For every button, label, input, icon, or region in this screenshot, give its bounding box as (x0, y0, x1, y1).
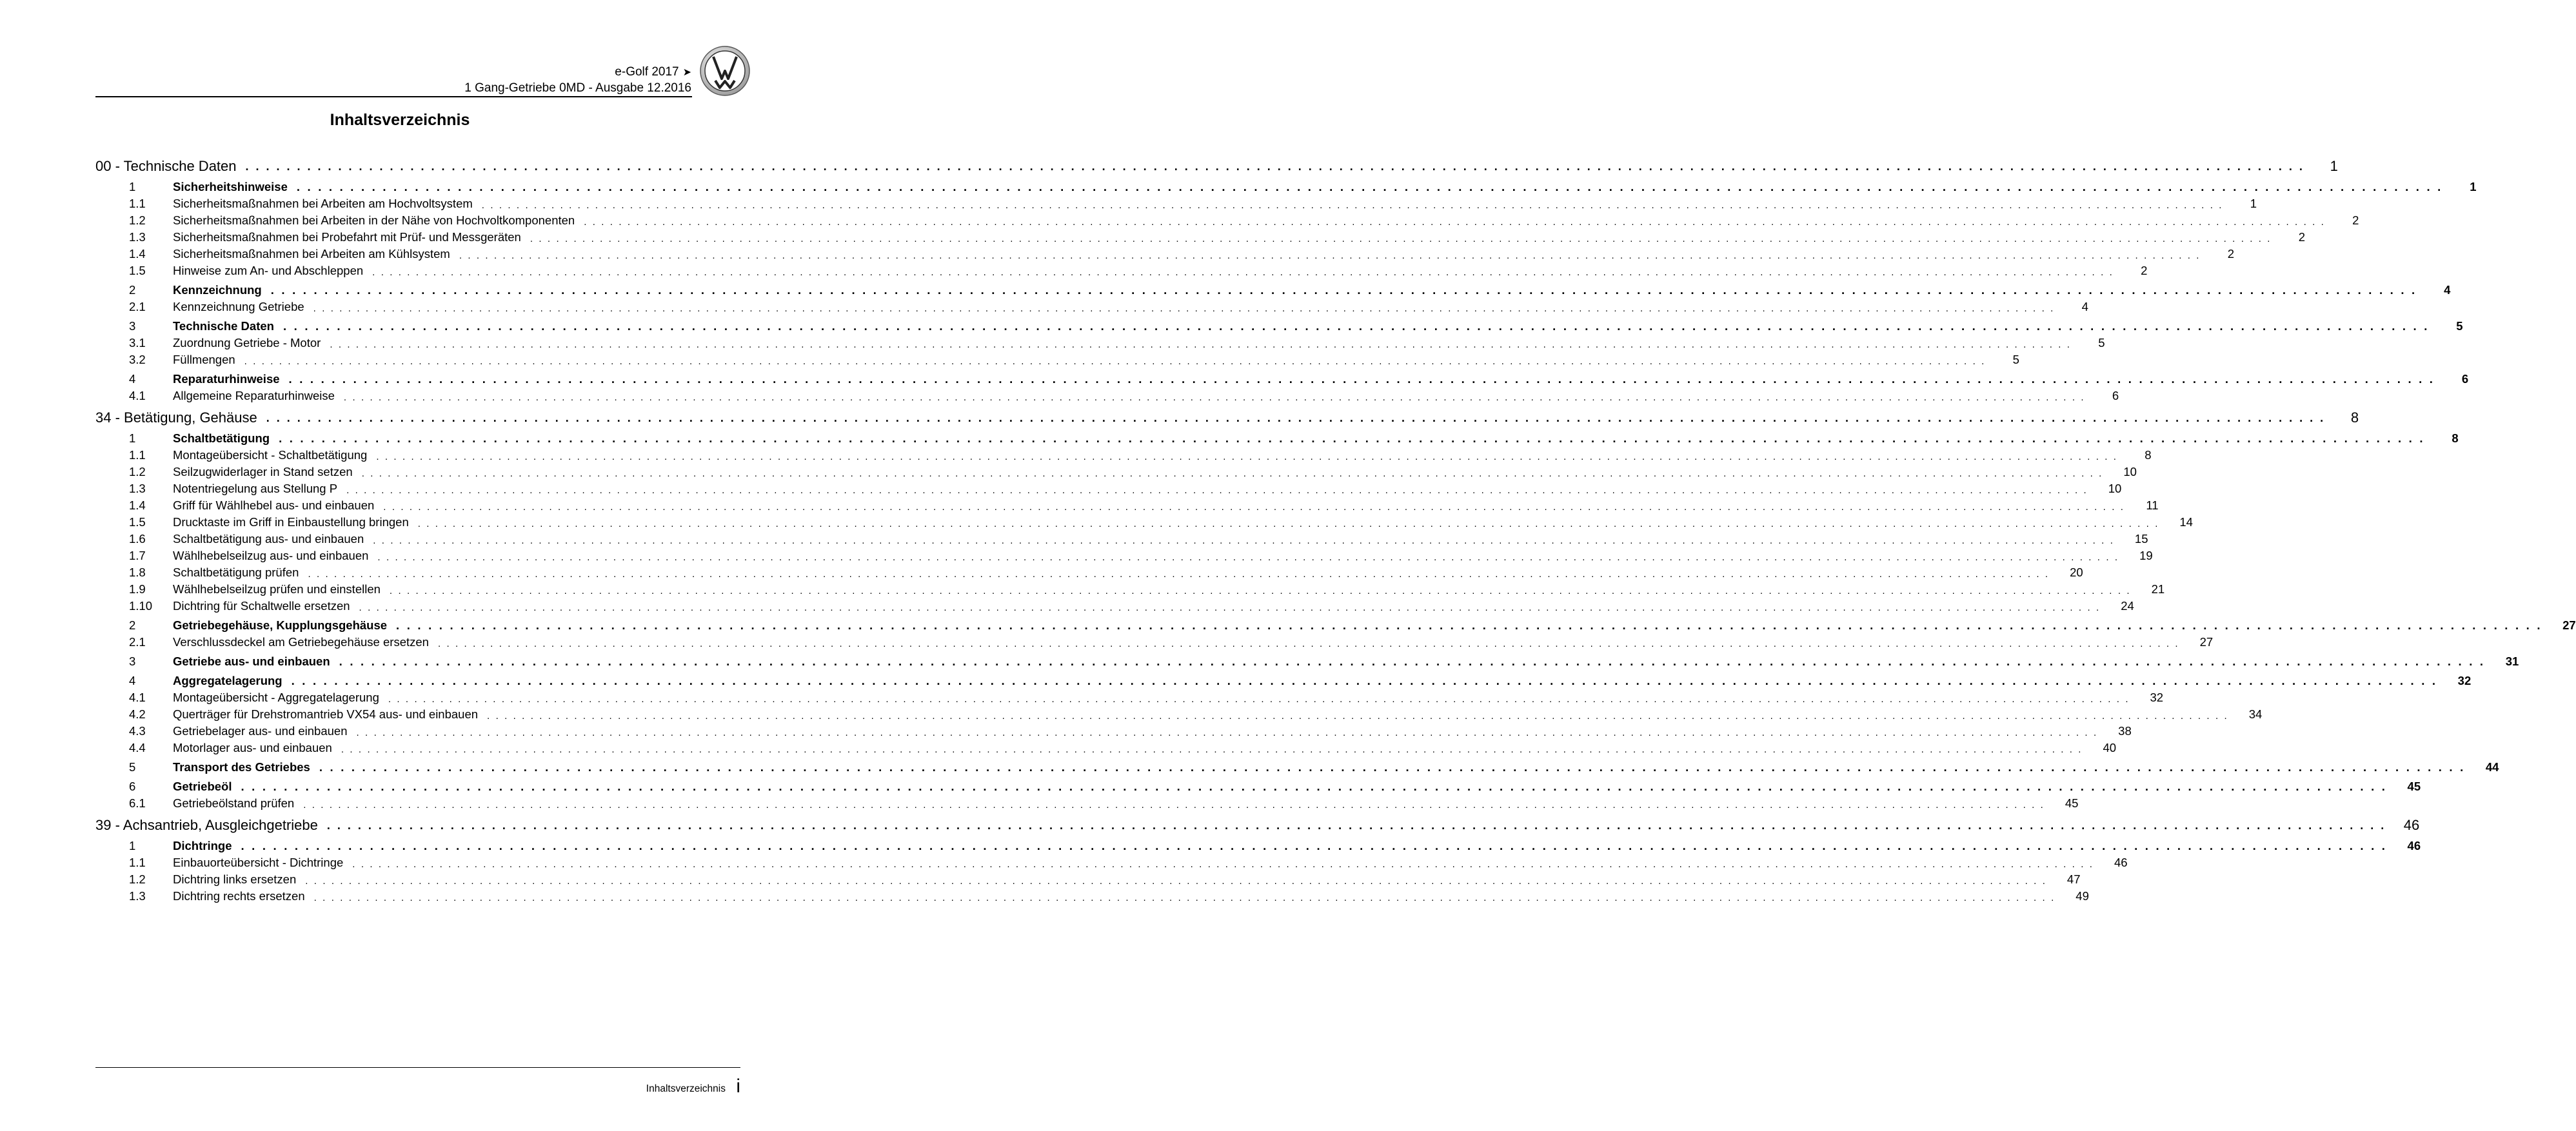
toc-page-number: 20 (2070, 566, 2083, 579)
footer-page-number: i (736, 1076, 740, 1097)
toc-number: 6.1 (129, 796, 146, 810)
toc-label: Hinweise zum An- und Abschleppen (173, 264, 364, 277)
toc-page-number: 49 (2076, 889, 2089, 903)
toc-subsection[interactable] (95, 446, 2152, 462)
toc-number: 1.1 (129, 448, 146, 462)
toc-label: 34 - Betätigung, Gehäuse (95, 409, 257, 426)
toc-dot-leader: . . . . . . . . . . . . . . . . . . . . . . . . . . . . . . . . . . . . . . . . . . . . . . . . . . . . . . . . . . . . . . . . . . . . . . . . . . . . . . . . . . . . . . . . . . . . . . . . . . . . . . . . . . . . . . . . . . . . . . . . . . . . . . . . . . . . . . . . . . . . . . . . . . . . . . . . . . . . . . . . . . . . . . . . . . . . . . . . . . . . . . . . . . . . . . . . . . . . . . . . (241, 839, 2388, 852)
toc-label: Reparaturhinweise (173, 372, 280, 386)
toc-subsection[interactable] (95, 496, 2159, 513)
toc-label: 00 - Technische Daten (95, 158, 237, 174)
toc-subsection[interactable] (95, 705, 2263, 722)
toc-label: Aggregatelagerung (173, 674, 282, 687)
toc-dot-leader: . . . . . . . . . . . . . . . . . . . . . . . . . . . . . . . . . . . . . . . . . . . . . . . . . . . . . . . . . . . . . . . . . . . . . . . . . . . . . . . . . . . . . . . . . . . . . . . . . . . . . . . . . . . . . . . . . . . . . . . . . . . . . . . . . . . . . . . . . . . . . . . . . . . . . . . . . . . . . . . . . . . . . . . . . . . . . . . . . . . . . . . . . . . . . . . . . . . . . . . . (389, 585, 2132, 596)
toc-number: 1.6 (129, 532, 146, 546)
toc-number: 3.2 (129, 353, 146, 366)
toc-dot-leader: . . . . . . . . . . . . . . . . . . . . . . . . . . . . . . . . . . . . . . . . . . . . . . . . . . . . . . . . . . . . . . . . . . . . . . . . . . . . . . . . . . . . . . . . . . . . . . . . . . . . . . . . . . . . . . . . . . . . . . . . . . . . . . . . . . . . . . . . . . . . . . . . . . . . . . . . . . . . . . . . . . . . . . . . . . . . . . . . . . . . . . . . . . . . . . . . . . . . . . . . (341, 744, 2083, 755)
toc-subsection[interactable] (95, 513, 2193, 529)
toc-page-number: 45 (2407, 780, 2421, 793)
toc-page-number: 2 (2352, 213, 2359, 227)
toc-dot-leader: . . . . . . . . . . . . . . . . . . . . . . . . . . . . . . . . . . . . . . . . . . . . . . . . . . . . . . . . . . . . . . . . . . . . . . . . . . . . . . . . . . . . . . . . . . . . . . . . . . . . . . . . . . . . . . . . . . . . . . . . . . . . . . . . . . . . . . . . . . . . . . . . . . . . . . . . . . . . . . . . . . . . . . . . . . . . . . . . . . . . . . . . . . . . . . . . . . . . . . . . (346, 485, 2088, 496)
toc-dot-leader: . . . . . . . . . . . . . . . . . . . . . . . . . . . . . . . . . . . . . . . . . . . . . . . . . . . . . . . . . . . . . . . . . . . . . . . . . . . . . . . . . . . . . . . . . . . . . . . . . . . . . . . . . . . . . . . . . . . . . . . . . . . . . . . . . . . . . . . . . . . . . . . . . . . . . . . . . . . . . . . . . . . . . . . . . . . . . . . . . . . . . . . . . . . . . . . . . . . . . . . . (303, 800, 2045, 811)
arrow-right-icon: ➤ (682, 67, 691, 78)
toc-page-number: 2 (2298, 230, 2306, 244)
toc-number: 1.1 (129, 197, 146, 210)
toc-subsection[interactable] (95, 688, 2164, 705)
header-model (615, 65, 691, 80)
toc-subsection[interactable] (95, 580, 2165, 596)
toc-dot-leader: . . . . . . . . . . . . . . . . . . . . . . . . . . . . . . . . . . . . . . . . . . . . . . . . . . . . . . . . . . . . . . . . . . . . . . . . . . . . . . . . . . . . . . . . . . . . . . . . . . . . . . . . . . . . . . . . . . . . . . . . . . . . . . . . . . . . . . . . . . . . . . . . . . . . . . . . . . . . . . . . . . . . . . . . . . . . . . . . . . . . . . . . . . . . . . . . . . . . . . . . (245, 160, 2304, 173)
vw-logo-icon (699, 45, 751, 97)
toc-label: Montageübersicht - Aggregatelagerung (173, 691, 379, 704)
toc-dot-leader: . . . . . . . . . . . . . . . . . . . . . . . . . . . . . . . . . . . . . . . . . . . . . . . . . . . . . . . . . . . . . . . . . . . . . . . . . . . . . . . . . . . . . . . . . . . . . . . . . . . . . . . . . . . . . . . . . . . . . . . . . . . . . . . . . . . . . . . . . . . . . . . . . . . . . . . . . . . . . . . . . . . . . . . . . . . . . . . . . . . . . . . . . . . . . . . . . . . . . . . . (308, 569, 2050, 580)
toc-section[interactable] (95, 671, 2472, 688)
toc-page-number: 14 (2179, 515, 2193, 529)
toc-chapter[interactable] (95, 408, 2359, 426)
toc-dot-leader: . . . . . . . . . . . . . . . . . . . . . . . . . . . . . . . . . . . . . . . . . . . . . . . . . . . . . . . . . . . . . . . . . . . . . . . . . . . . . . . . . . . . . . . . . . . . . . . . . . . . . . . . . . . . . . . . . . . . . . . . . . . . . . . . . . . . . . . . . . . . . . . . . . . . . . . . . . . . . . . . . . . . . . . . . . . . . . . . . . . . . . . . . . . . . . . . . . . . . . . . (339, 654, 2486, 668)
toc-label: Technische Daten (173, 319, 274, 333)
toc-dot-leader: . . . . . . . . . . . . . . . . . . . . . . . . . . . . . . . . . . . . . . . . . . . . . . . . . . . . . . . . . . . . . . . . . . . . . . . . . . . . . . . . . . . . . . . . . . . . . . . . . . . . . . . . . . . . . . . . . . . . . . . . . . . . . . . . . . . . . . . . . . . . . . . . . . . . . . . . . . . . . . . . . . . . . . . . . . . . . . . . . . . . . . . . . . . . . . . . . . . . . . . . (291, 674, 2438, 687)
toc-subsection[interactable] (95, 386, 2119, 403)
toc-subsection[interactable] (95, 887, 2089, 903)
toc-dot-leader: . . . . . . . . . . . . . . . . . . . . . . . . . . . . . . . . . . . . . . . . . . . . . . . . . . . . . . . . . . . . . . . . . . . . . . . . . . . . . . . . . . . . . . . . . . . . . . . . . . . . . . . . . . . . . . . . . . . . . . . . . . . . . . . . . . . . . . . . . . . . . . . . . . . . . . . . . . . . . . . . . . . . . . . . . . . . . . . . . . . . . . . . . . . . . . . . . . . . . . . . (481, 200, 2224, 211)
toc-label: Wählhebelseilzug aus- und einbauen (173, 549, 369, 562)
toc-number: 1.2 (129, 465, 146, 478)
toc-section[interactable] (95, 317, 2463, 333)
toc-label: Drucktaste im Griff in Einbaustellung bringen (173, 515, 409, 529)
toc-label: Dichtring für Schaltwelle ersetzen (173, 599, 350, 613)
toc-label: Montageübersicht - Schaltbetätigung (173, 448, 368, 462)
toc-page-number: 19 (2139, 549, 2153, 562)
toc-page-number: 32 (2457, 674, 2472, 687)
toc-page-number: 5 (2456, 319, 2463, 333)
toc-number: 3.1 (129, 336, 146, 349)
toc-page-number: 24 (2121, 599, 2134, 613)
footer-label: Inhaltsverzeichnis (646, 1083, 726, 1094)
toc-section[interactable] (95, 429, 2459, 446)
toc-page-number: 5 (2098, 336, 2105, 349)
toc-dot-leader: . . . . . . . . . . . . . . . . . . . . . . . . . . . . . . . . . . . . . . . . . . . . . . . . . . . . . . . . . . . . . . . . . . . . . . . . . . . . . . . . . . . . . . . . . . . . . . . . . . . . . . . . . . . . . . . . . . . . . . . . . . . . . . . . . . . . . . . . . . . . . . . . . . . . . . . . . . . . . . . . . . . . . . . . . . . . . . . . . . . . . . . . . . . . . . . . . . . . . . . . (359, 602, 2101, 613)
toc-dot-leader: . . . . . . . . . . . . . . . . . . . . . . . . . . . . . . . . . . . . . . . . . . . . . . . . . . . . . . . . . . . . . . . . . . . . . . . . . . . . . . . . . . . . . . . . . . . . . . . . . . . . . . . . . . . . . . . . . . . . . . . . . . . . . . . . . . . . . . . . . . . . . . . . . . . . . . . . . . . . . . . . . . . . . . . . . . . . . . . . . . . . . . . . . . . . . . . . . . . . . . . . (361, 468, 2103, 479)
toc-label: Sicherheitsmaßnahmen bei Probefahrt mit Prüf- und Messgeräten (173, 230, 521, 244)
toc-dot-leader: . . . . . . . . . . . . . . . . . . . . . . . . . . . . . . . . . . . . . . . . . . . . . . . . . . . . . . . . . . . . . . . . . . . . . . . . . . . . . . . . . . . . . . . . . . . . . . . . . . . . . . . . . . . . . . . . . . . . . . . . . . . . . . . . . . . . . . . . . . . . . . . . . . . . . . . . . . . . . . . . . . . . . . . . . . . . . . . . . . . . . . . . . . . . . . . . . . . . . . . . (352, 859, 2094, 870)
toc-page-number: 46 (2403, 817, 2420, 833)
toc-number: 4.1 (129, 691, 146, 704)
toc-dot-leader: . . . . . . . . . . . . . . . . . . . . . . . . . . . . . . . . . . . . . . . . . . . . . . . . . . . . . . . . . . . . . . . . . . . . . . . . . . . . . . . . . . . . . . . . . . . . . . . . . . . . . . . . . . . . . . . . . . . . . . . . . . . . . . . . . . . . . . . . . . . . . . . . . . . . . . . . . . . . . . . . . . . . . . . . . . . . . . . . . . . . . . . . . . . . . . . . . . . . . . . . (266, 411, 2326, 424)
toc-subsection[interactable] (95, 479, 2122, 496)
toc-number: 4 (129, 674, 136, 687)
toc-page-number: 44 (2485, 760, 2499, 774)
toc-dot-leader: . . . . . . . . . . . . . . . . . . . . . . . . . . . . . . . . . . . . . . . . . . . . . . . . . . . . . . . . . . . . . . . . . . . . . . . . . . . . . . . . . . . . . . . . . . . . . . . . . . . . . . . . . . . . . . . . . . . . . . . . . . . . . . . . . . . . . . . . . . . . . . . . . . . . . . . . . . . . . . . . . . . . . . . . . . . . . . . . . . . . . . . . . . . . . . . . . . . . . . . . (372, 267, 2114, 278)
toc-label: Zuordnung Getriebe - Motor (173, 336, 321, 349)
toc-number: 1.5 (129, 264, 146, 277)
toc-dot-leader: . . . . . . . . . . . . . . . . . . . . . . . . . . . . . . . . . . . . . . . . . . . . . . . . . . . . . . . . . . . . . . . . . . . . . . . . . . . . . . . . . . . . . . . . . . . . . . . . . . . . . . . . . . . . . . . . . . . . . . . . . . . . . . . . . . . . . . . . . . . . . . . . . . . . . . . . . . . . . . . . . . . . . . . . . . . . . . . . . . . . . . . . . . . . . . . . . . . . . . . . (319, 760, 2466, 774)
toc-number: 1.5 (129, 515, 146, 529)
toc-dot-leader: . . . . . . . . . . . . . . . . . . . . . . . . . . . . . . . . . . . . . . . . . . . . . . . . . . . . . . . . . . . . . . . . . . . . . . . . . . . . . . . . . . . . . . . . . . . . . . . . . . . . . . . . . . . . . . . . . . . . . . . . . . . . . . . . . . . . . . . . . . . . . . . . . . . . . . . . . . . . . . . . . . . . . . . . . . . . . . . . . . . . . . . . . . . . . . . . . . . . . . . . (282, 319, 2430, 333)
toc-label: Getriebe aus- und einbauen (173, 654, 330, 668)
header-divider (95, 96, 692, 97)
toc-page-number: 11 (2146, 498, 2159, 512)
toc-page-number: 31 (2505, 654, 2519, 668)
toc-label: Füllmengen (173, 353, 235, 366)
toc-label: Getriebelager aus- und einbauen (173, 724, 348, 738)
toc-subsection[interactable] (95, 194, 2257, 211)
toc-number: 1.10 (129, 599, 153, 613)
toc-page-number: 34 (2248, 707, 2263, 721)
toc-section[interactable] (95, 369, 2469, 386)
toc-dot-leader: . . . . . . . . . . . . . . . . . . . . . . . . . . . . . . . . . . . . . . . . . . . . . . . . . . . . . . . . . . . . . . . . . . . . . . . . . . . . . . . . . . . . . . . . . . . . . . . . . . . . . . . . . . . . . . . . . . . . . . . . . . . . . . . . . . . . . . . . . . . . . . . . . . . . . . . . . . . . . . . . . . . . . . . . . . . . . . . . . . . . . . . . . . . . . . . . . . . . . . . . (244, 356, 1986, 367)
toc-subsection[interactable] (95, 529, 2148, 546)
toc-label: Schaltbetätigung (173, 431, 270, 445)
toc-dot-leader: . . . . . . . . . . . . . . . . . . . . . . . . . . . . . . . . . . . . . . . . . . . . . . . . . . . . . . . . . . . . . . . . . . . . . . . . . . . . . . . . . . . . . . . . . . . . . . . . . . . . . . . . . . . . . . . . . . . . . . . . . . . . . . . . . . . . . . . . . . . . . . . . . . . . . . . . . . . . . . . . . . . . . . . . . . . . . . . . . . . . . . . . . . . . . . . . . . . . . . . . (343, 392, 2086, 403)
toc-dot-leader: . . . . . . . . . . . . . . . . . . . . . . . . . . . . . . . . . . . . . . . . . . . . . . . . . . . . . . . . . . . . . . . . . . . . . . . . . . . . . . . . . . . . . . . . . . . . . . . . . . . . . . . . . . . . . . . . . . . . . . . . . . . . . . . . . . . . . . . . . . . . . . . . . . . . . . . . . . . . . . . . . . . . . . . . . . . . . . . . . . . . . . . . . . . . . . . . . . . . . . . . (383, 502, 2125, 513)
toc-page-number: 1 (2330, 158, 2338, 174)
toc-dot-leader: . . . . . . . . . . . . . . . . . . . . . . . . . . . . . . . . . . . . . . . . . . . . . . . . . . . . . . . . . . . . . . . . . . . . . . . . . . . . . . . . . . . . . . . . . . . . . . . . . . . . . . . . . . . . . . . . . . . . . . . . . . . . . . . . . . . . . . . . . . . . . . . . . . . . . . . . . . . . . . . . . . . . . . . . . . . . . . . . . . . . . . . . . . . . . . . . . . . . . . . . (313, 892, 2056, 903)
toc-number: 4.1 (129, 389, 146, 402)
toc-number: 1.2 (129, 213, 146, 227)
toc-label: Sicherheitsmaßnahmen bei Arbeiten am Kühlsystem (173, 247, 450, 261)
toc-number: 1.3 (129, 889, 146, 903)
toc-label: Motorlager aus- und einbauen (173, 741, 332, 754)
toc-dot-leader: . . . . . . . . . . . . . . . . . . . . . . . . . . . . . . . . . . . . . . . . . . . . . . . . . . . . . . . . . . . . . . . . . . . . . . . . . . . . . . . . . . . . . . . . . . . . . . . . . . . . . . . . . . . . . . . . . . . . . . . . . . . . . . . . . . . . . . . . . . . . . . . . . . . . . . . . . . . . . . . . . . . . . . . . . . . . . . . . . . . . . . . . . . . . . . . . . . . . . . . . (584, 217, 2326, 228)
toc-number: 1 (129, 839, 136, 852)
toc-page-number: 10 (2123, 465, 2137, 478)
toc-label: Dichtringe (173, 839, 232, 852)
toc-number: 1.3 (129, 230, 146, 244)
toc-subsection[interactable] (95, 546, 2153, 563)
toc-dot-leader: . . . . . . . . . . . . . . . . . . . . . . . . . . . . . . . . . . . . . . . . . . . . . . . . . . . . . . . . . . . . . . . . . . . . . . . . . . . . . . . . . . . . . . . . . . . . . . . . . . . . . . . . . . . . . . . . . . . . . . . . . . . . . . . . . . . . . . . . . . . . . . . . . . . . . . . . . . . . . . . . . . . . . . . . . . . . . . . . . . . . . . . . . . . . . . . . . . . . . . . . (313, 303, 2055, 314)
toc-label: Sicherheitsmaßnahmen bei Arbeiten in der Nähe von Hochvoltkomponenten (173, 213, 575, 227)
toc-section[interactable] (95, 758, 2499, 774)
toc-label: Getriebeöl (173, 780, 232, 793)
toc-number: 1.4 (129, 247, 146, 261)
toc-subsection[interactable] (95, 211, 2359, 228)
toc-subsection[interactable] (95, 244, 2235, 261)
toc-number: 1.8 (129, 566, 146, 579)
toc-dot-leader: . . . . . . . . . . . . . . . . . . . . . . . . . . . . . . . . . . . . . . . . . . . . . . . . . . . . . . . . . . . . . . . . . . . . . . . . . . . . . . . . . . . . . . . . . . . . . . . . . . . . . . . . . . . . . . . . . . . . . . . . . . . . . . . . . . . . . . . . . . . . . . . . . . . . . . . . . . . . . . . . . . . . . . . . . . . . . . . . . . . . . . . . . . . . . . . . . . . . . . . . (388, 694, 2130, 705)
toc-dot-leader: . . . . . . . . . . . . . . . . . . . . . . . . . . . . . . . . . . . . . . . . . . . . . . . . . . . . . . . . . . . . . . . . . . . . . . . . . . . . . . . . . . . . . . . . . . . . . . . . . . . . . . . . . . . . . . . . . . . . . . . . . . . . . . . . . . . . . . . . . . . . . . . . . . . . . . . . . . . . . . . . . . . . . . . . . . . . . . . . . . . . . . . . . . . . . . . . . . . . . . . . (288, 372, 2435, 386)
toc-number: 2.1 (129, 635, 146, 649)
toc-label: Getriebegehäuse, Kupplungsgehäuse (173, 618, 388, 632)
toc-number: 1.4 (129, 498, 146, 512)
toc-label: Griff für Wählhebel aus- und einbauen (173, 498, 375, 512)
toc-number: 1 (129, 431, 136, 445)
toc-dot-leader: . . . . . . . . . . . . . . . . . . . . . . . . . . . . . . . . . . . . . . . . . . . . . . . . . . . . . . . . . . . . . . . . . . . . . . . . . . . . . . . . . . . . . . . . . . . . . . . . . . . . . . . . . . . . . . . . . . . . . . . . . . . . . . . . . . . . . . . . . . . . . . . . . . . . . . . . . . . . . . . . . . . . . . . . . . . . . . . . . . . . . . . . . . . . . . . . . . . . . . . . (356, 727, 2098, 738)
toc-number: 1.3 (129, 482, 146, 495)
toc-chapter[interactable] (95, 816, 2420, 834)
toc-page-number: 47 (2066, 872, 2081, 886)
toc-dot-leader: . . . . . . . . . . . . . . . . . . . . . . . . . . . . . . . . . . . . . . . . . . . . . . . . . . . . . . . . . . . . . . . . . . . . . . . . . . . . . . . . . . . . . . . . . . . . . . . . . . . . . . . . . . . . . . . . . . . . . . . . . . . . . . . . . . . . . . . . . . . . . . . . . . . . . . . . . . . . . . . . . . . . . . . . . . . . . . . . . . . . . . . . . . . . . . . . . . . . . . . . (373, 535, 2115, 546)
toc-dot-leader: . . . . . . . . . . . . . . . . . . . . . . . . . . . . . . . . . . . . . . . . . . . . . . . . . . . . . . . . . . . . . . . . . . . . . . . . . . . . . . . . . . . . . . . . . . . . . . . . . . . . . . . . . . . . . . . . . . . . . . . . . . . . . . . . . . . . . . . . . . . . . . . . . . . . . . . . . . . . . . . . . . . . . . . . . . . . . . . . . . . . . . . . . . . . . . . . . . . . . . . . (326, 819, 2386, 832)
toc-dot-leader: . . . . . . . . . . . . . . . . . . . . . . . . . . . . . . . . . . . . . . . . . . . . . . . . . . . . . . . . . . . . . . . . . . . . . . . . . . . . . . . . . . . . . . . . . . . . . . . . . . . . . . . . . . . . . . . . . . . . . . . . . . . . . . . . . . . . . . . . . . . . . . . . . . . . . . . . . . . . . . . . . . . . . . . . . . . . . . . . . . . . . . . . . . . . . . . . . . . . . . . . (330, 339, 2072, 350)
toc-number: 1.2 (129, 872, 146, 886)
page-title: Inhaltsverzeichnis (330, 111, 470, 129)
toc-page-number: 6 (2112, 389, 2119, 402)
toc-label: Kennzeichnung Getriebe (173, 300, 304, 313)
toc-number: 1 (129, 180, 136, 193)
toc-label: Einbauorteübersicht - Dichtringe (173, 856, 344, 869)
toc-dot-leader: . . . . . . . . . . . . . . . . . . . . . . . . . . . . . . . . . . . . . . . . . . . . . . . . . . . . . . . . . . . . . . . . . . . . . . . . . . . . . . . . . . . . . . . . . . . . . . . . . . . . . . . . . . . . . . . . . . . . . . . . . . . . . . . . . . . . . . . . . . . . . . . . . . . . . . . . . . . . . . . . . . . . . . . . . . . . . . . . . . . . . . . . . . . . . . . . . . . . . . . . (487, 711, 2229, 722)
toc-subsection[interactable] (95, 722, 2132, 738)
toc-dot-leader: . . . . . . . . . . . . . . . . . . . . . . . . . . . . . . . . . . . . . . . . . . . . . . . . . . . . . . . . . . . . . . . . . . . . . . . . . . . . . . . . . . . . . . . . . . . . . . . . . . . . . . . . . . . . . . . . . . . . . . . . . . . . . . . . . . . . . . . . . . . . . . . . . . . . . . . . . . . . . . . . . . . . . . . . . . . . . . . . . . . . . . . . . . . . . . . . . . . . . . . . (530, 233, 2272, 244)
toc-page-number: 4 (2444, 283, 2451, 297)
toc-page-number: 2 (2227, 247, 2235, 261)
toc-page-number: 46 (2407, 839, 2421, 852)
toc-label: 39 - Achsantrieb, Ausgleichgetriebe (95, 817, 318, 833)
toc-number: 2 (129, 283, 136, 297)
toc-dot-leader: . . . . . . . . . . . . . . . . . . . . . . . . . . . . . . . . . . . . . . . . . . . . . . . . . . . . . . . . . . . . . . . . . . . . . . . . . . . . . . . . . . . . . . . . . . . . . . . . . . . . . . . . . . . . . . . . . . . . . . . . . . . . . . . . . . . . . . . . . . . . . . . . . . . . . . . . . . . . . . . . . . . . . . . . . . . . . . . . . . . . . . . . . . . . . . . . . . . . . . . . (296, 180, 2443, 193)
toc-subsection[interactable] (95, 794, 2079, 811)
toc-number: 4.2 (129, 707, 146, 721)
toc-subsection[interactable] (95, 853, 2128, 870)
toc-subsection[interactable] (95, 228, 2306, 244)
toc-number: 5 (129, 760, 136, 774)
toc-label: Dichtring rechts ersetzen (173, 889, 305, 903)
toc-label: Getriebeölstand prüfen (173, 796, 295, 810)
header-model-text: e-Golf 2017 (615, 65, 679, 79)
toc-page-number: 4 (2081, 300, 2088, 313)
toc-page-number: 1 (2470, 180, 2477, 193)
toc-section[interactable] (95, 616, 2576, 633)
toc-number: 4.4 (129, 741, 146, 754)
toc-subsection[interactable] (95, 297, 2088, 314)
toc-label: Notentriegelung aus Stellung P (173, 482, 338, 495)
toc-dot-leader: . . . . . . . . . . . . . . . . . . . . . . . . . . . . . . . . . . . . . . . . . . . . . . . . . . . . . . . . . . . . . . . . . . . . . . . . . . . . . . . . . . . . . . . . . . . . . . . . . . . . . . . . . . . . . . . . . . . . . . . . . . . . . . . . . . . . . . . . . . . . . . . . . . . . . . . . . . . . . . . . . . . . . . . . . . . . . . . . . . . . . . . . . . . . . . . . . . . . . . . . (437, 638, 2180, 649)
toc-number: 4 (129, 372, 136, 386)
toc-dot-leader: . . . . . . . . . . . . . . . . . . . . . . . . . . . . . . . . . . . . . . . . . . . . . . . . . . . . . . . . . . . . . . . . . . . . . . . . . . . . . . . . . . . . . . . . . . . . . . . . . . . . . . . . . . . . . . . . . . . . . . . . . . . . . . . . . . . . . . . . . . . . . . . . . . . . . . . . . . . . . . . . . . . . . . . . . . . . . . . . . . . . . . . . . . . . . . . . . . . . . . . . (305, 876, 2047, 887)
toc-page-number: 5 (2012, 353, 2019, 366)
toc-dot-leader: . . . . . . . . . . . . . . . . . . . . . . . . . . . . . . . . . . . . . . . . . . . . . . . . . . . . . . . . . . . . . . . . . . . . . . . . . . . . . . . . . . . . . . . . . . . . . . . . . . . . . . . . . . . . . . . . . . . . . . . . . . . . . . . . . . . . . . . . . . . . . . . . . . . . . . . . . . . . . . . . . . . . . . . . . . . . . . . . . . . . . . . . . . . . . . . . . . . . . . . . (396, 618, 2542, 632)
toc-page-number: 40 (2103, 741, 2117, 754)
toc-page-number: 15 (2134, 532, 2148, 546)
toc-label: Transport des Getriebes (173, 760, 310, 774)
toc-page-number: 2 (2141, 264, 2148, 277)
toc-number: 1.7 (129, 549, 146, 562)
toc-label: Sicherheitshinweise (173, 180, 288, 193)
toc-page-number: 46 (2114, 856, 2128, 869)
toc-number: 1.1 (129, 856, 146, 869)
toc-label: Wählhebelseilzug prüfen und einstellen (173, 582, 381, 596)
toc-subsection[interactable] (95, 563, 2083, 580)
toc-subsection[interactable] (95, 350, 2019, 367)
header-subtitle: 1 Gang-Getriebe 0MD - Ausgabe 12.2016 (464, 81, 691, 95)
toc-page-number: 27 (2199, 635, 2214, 649)
toc-number: 2 (129, 618, 136, 632)
footer-divider (95, 1067, 740, 1068)
toc-label: Dichtring links ersetzen (173, 872, 297, 886)
toc-number: 1.9 (129, 582, 146, 596)
toc-section[interactable] (95, 652, 2519, 669)
toc-label: Sicherheitsmaßnahmen bei Arbeiten am Hochvoltsystem (173, 197, 473, 210)
toc-subsection[interactable] (95, 596, 2134, 613)
toc-label: Schaltbetätigung prüfen (173, 566, 299, 579)
toc-page-number: 10 (2108, 482, 2122, 495)
toc-dot-leader: . . . . . . . . . . . . . . . . . . . . . . . . . . . . . . . . . . . . . . . . . . . . . . . . . . . . . . . . . . . . . . . . . . . . . . . . . . . . . . . . . . . . . . . . . . . . . . . . . . . . . . . . . . . . . . . . . . . . . . . . . . . . . . . . . . . . . . . . . . . . . . . . . . . . . . . . . . . . . . . . . . . . . . . . . . . . . . . . . . . . . . . . . . . . . . . . . . . . . . . . (459, 250, 2201, 261)
toc-dot-leader: . . . . . . . . . . . . . . . . . . . . . . . . . . . . . . . . . . . . . . . . . . . . . . . . . . . . . . . . . . . . . . . . . . . . . . . . . . . . . . . . . . . . . . . . . . . . . . . . . . . . . . . . . . . . . . . . . . . . . . . . . . . . . . . . . . . . . . . . . . . . . . . . . . . . . . . . . . . . . . . . . . . . . . . . . . . . . . . . . . . . . . . . . . . . . . . . . . . . . . . . (279, 431, 2425, 445)
toc-page-number: 8 (2350, 409, 2359, 426)
toc-section[interactable] (95, 777, 2421, 794)
toc-subsection[interactable] (95, 333, 2105, 350)
toc-number: 3 (129, 654, 136, 668)
toc-page-number: 32 (2150, 691, 2164, 704)
toc-section[interactable] (95, 836, 2421, 853)
toc-page-number: 27 (2562, 618, 2576, 632)
toc-label: Kennzeichnung (173, 283, 262, 297)
toc-section[interactable] (95, 177, 2477, 194)
toc-dot-leader: . . . . . . . . . . . . . . . . . . . . . . . . . . . . . . . . . . . . . . . . . . . . . . . . . . . . . . . . . . . . . . . . . . . . . . . . . . . . . . . . . . . . . . . . . . . . . . . . . . . . . . . . . . . . . . . . . . . . . . . . . . . . . . . . . . . . . . . . . . . . . . . . . . . . . . . . . . . . . . . . . . . . . . . . . . . . . . . . . . . . . . . . . . . . . . . . . . . . . . . . (377, 552, 2119, 563)
toc-label: Verschlussdeckel am Getriebegehäuse ersetzen (173, 635, 429, 649)
toc-dot-leader: . . . . . . . . . . . . . . . . . . . . . . . . . . . . . . . . . . . . . . . . . . . . . . . . . . . . . . . . . . . . . . . . . . . . . . . . . . . . . . . . . . . . . . . . . . . . . . . . . . . . . . . . . . . . . . . . . . . . . . . . . . . . . . . . . . . . . . . . . . . . . . . . . . . . . . . . . . . . . . . . . . . . . . . . . . . . . . . . . . . . . . . . . . . . . . . . . . . . . . . . (417, 518, 2159, 529)
toc-dot-leader: . . . . . . . . . . . . . . . . . . . . . . . . . . . . . . . . . . . . . . . . . . . . . . . . . . . . . . . . . . . . . . . . . . . . . . . . . . . . . . . . . . . . . . . . . . . . . . . . . . . . . . . . . . . . . . . . . . . . . . . . . . . . . . . . . . . . . . . . . . . . . . . . . . . . . . . . . . . . . . . . . . . . . . . . . . . . . . . . . . . . . . . . . . . . . . . . . . . . . . . . (270, 283, 2417, 297)
toc-page-number: 8 (2145, 448, 2152, 462)
toc-dot-leader: . . . . . . . . . . . . . . . . . . . . . . . . . . . . . . . . . . . . . . . . . . . . . . . . . . . . . . . . . . . . . . . . . . . . . . . . . . . . . . . . . . . . . . . . . . . . . . . . . . . . . . . . . . . . . . . . . . . . . . . . . . . . . . . . . . . . . . . . . . . . . . . . . . . . . . . . . . . . . . . . . . . . . . . . . . . . . . . . . . . . . . . . . . . . . . . . . . . . . . . . (376, 451, 2118, 462)
toc-page-number: 6 (2461, 372, 2469, 386)
toc-label: Seilzugwiderlager in Stand setzen (173, 465, 353, 478)
toc-subsection[interactable] (95, 633, 2214, 649)
toc-page-number: 45 (2065, 796, 2079, 810)
toc-label: Allgemeine Reparaturhinweise (173, 389, 335, 402)
toc-page-number: 8 (2452, 431, 2459, 445)
toc-number: 2.1 (129, 300, 146, 313)
toc-chapter[interactable] (95, 157, 2338, 175)
toc-subsection[interactable] (95, 738, 2117, 755)
toc-label: Schaltbetätigung aus- und einbauen (173, 532, 364, 546)
toc-subsection[interactable] (95, 870, 2081, 887)
toc-number: 6 (129, 780, 136, 793)
toc-page-number: 38 (2118, 724, 2132, 738)
toc-page-number: 21 (2151, 582, 2165, 596)
toc-section[interactable] (95, 280, 2451, 297)
toc-page-number: 1 (2250, 197, 2257, 210)
toc-subsection[interactable] (95, 462, 2137, 479)
toc-label: Querträger für Drehstromantrieb VX54 aus- und einbauen (173, 707, 479, 721)
toc-subsection[interactable] (95, 261, 2148, 278)
toc-number: 3 (129, 319, 136, 333)
table-of-contents (95, 152, 2576, 903)
toc-number: 4.3 (129, 724, 146, 738)
toc-dot-leader: . . . . . . . . . . . . . . . . . . . . . . . . . . . . . . . . . . . . . . . . . . . . . . . . . . . . . . . . . . . . . . . . . . . . . . . . . . . . . . . . . . . . . . . . . . . . . . . . . . . . . . . . . . . . . . . . . . . . . . . . . . . . . . . . . . . . . . . . . . . . . . . . . . . . . . . . . . . . . . . . . . . . . . . . . . . . . . . . . . . . . . . . . . . . . . . . . . . . . . . . (241, 780, 2388, 793)
